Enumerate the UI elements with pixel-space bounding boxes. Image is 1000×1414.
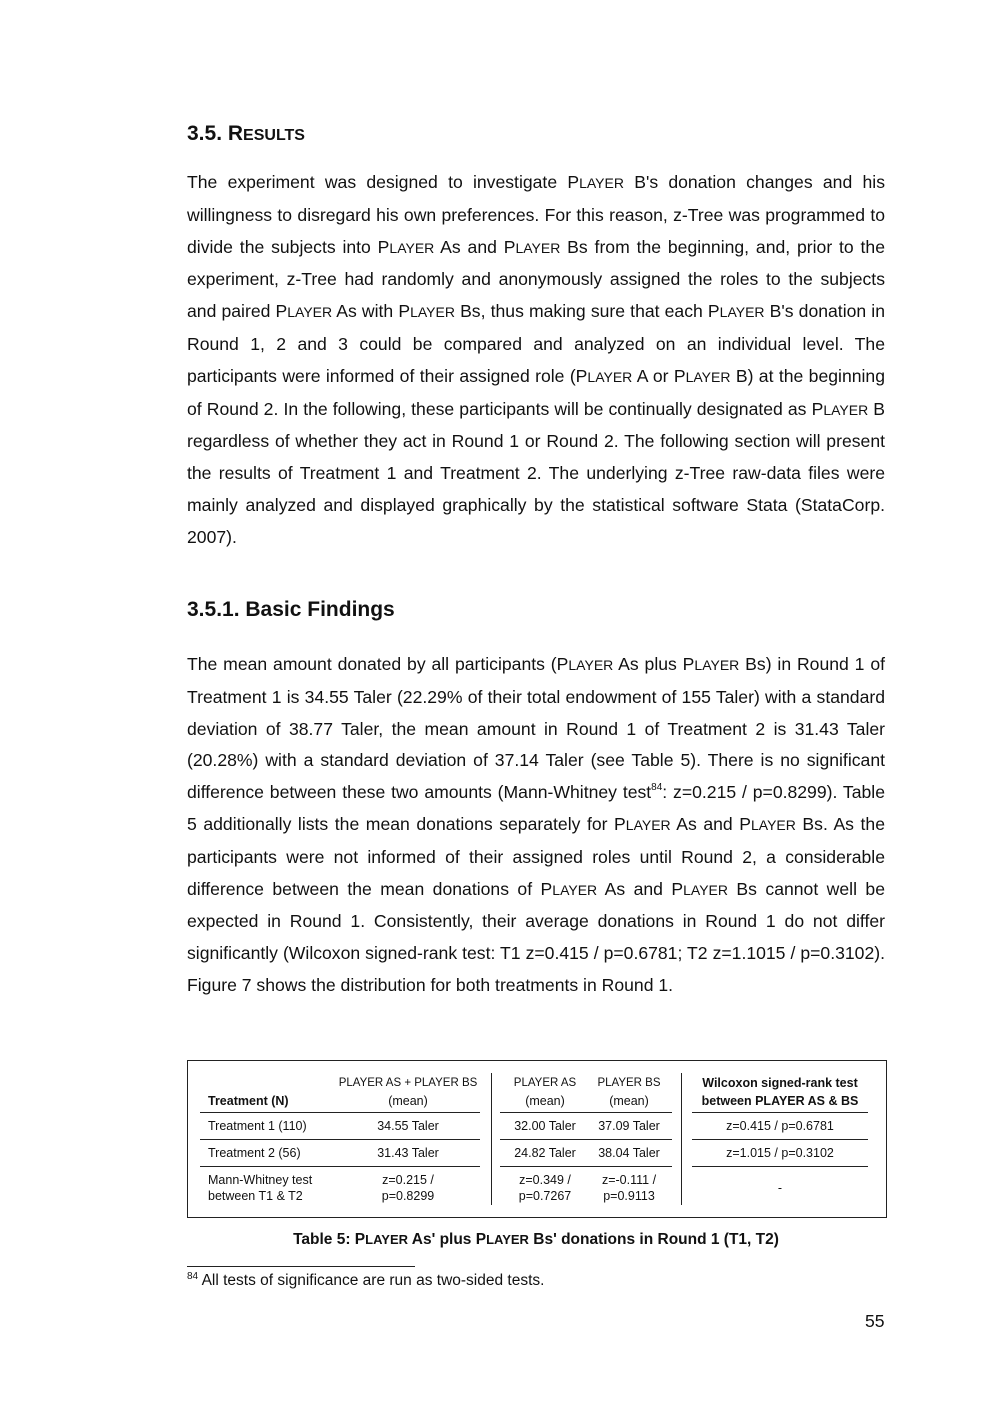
cell-wilcoxon: z=0.415 / p=0.6781 — [726, 1119, 834, 1133]
cell-as-mean: 24.82 Taler — [514, 1146, 576, 1160]
paragraph-basic-findings: The mean amount donated by all participants (PLAYER As plus PLAYER Bs) in Round 1 of Treatment 1 is 34.55 Taler (22.29% of their total endowment of 155 Taler) with a standard deviation of 38.77 Taler, the mean amount in Round 1 of Treatment 2 is 31.43 Taler (20.28%) with a standard deviation of 37.14 Taler (see Table 5). There is no significant difference between these two amounts (Mann-Whitney test$^{84}$: z=0.215 / p=0.8299). Table 5 additionally lists the mean donations separately for PLAYER As and PLAYER Bs. As the participants were not informed of their assigned roles until Round 2, a considerable difference between the mean donations of PLAYER As and PLAYER Bs cannot well be expected in Round 1. Consistently, their average donations in Round 1 do not differ significantly (Wilcoxon signed-rank test: T1 z=0.415 / p=0.6781; T2 z=1.1015 / p=0.3102). Figure 7 shows the distribution for both treatments in Round 1. — [187, 654, 885, 995]
subsection-heading: 3.5.1. Basic Findings — [187, 598, 395, 621]
cell-wilcoxon: z=1.015 / p=0.3102 — [726, 1146, 834, 1160]
header-all-mean: (mean) — [388, 1094, 428, 1108]
header-wilcoxon-between: between PLAYER AS & BS — [701, 1094, 859, 1108]
mw-label-between: between T1 & T2 — [208, 1189, 303, 1203]
header-player-as: PLAYER AS — [513, 1077, 577, 1089]
results-table — [187, 1060, 887, 1218]
header-bs-mean: (mean) — [609, 1094, 649, 1108]
footnote-ref: 84 — [651, 782, 663, 794]
header-player-bs: PLAYER BS — [597, 1077, 661, 1089]
mw-as-p: p=0.7267 — [518, 1189, 572, 1203]
section-heading: 3.5. RESULTS — [187, 122, 305, 145]
header-treatment: Treatment (N) — [208, 1094, 289, 1108]
mw-bs-z: z=-0.111 / — [601, 1173, 657, 1187]
mw-label: Mann-Whitney test — [208, 1173, 313, 1187]
cell-all-mean: 31.43 Taler — [377, 1146, 439, 1160]
cell-bs-mean: 38.04 Taler — [598, 1146, 660, 1160]
paragraph-results: The experiment was designed to investigate PLAYER B's donation changes and his willingness to disregard his own preferences. For this reason, z-Tree was programmed to divide the subjects into PLAYER As and PLAYER Bs from the beginning, and, prior to the experiment, z-Tree had randomly and anonymously assigned the roles to the subjects and paired PLAYER As with PLAYER Bs, thus making sure that each PLAYER B's donation in Round 1, 2 and 3 could be compared and analyzed on an individual level. The participants were informed of their assigned role (PLAYER A or PLAYER B) at the beginning of Round 2. In the following, these participants will be continually designated as PLAYER B regardless of whether they act in Round 1 or Round 2. The following section will present the results of Treatment 1 and Treatment 2. The underlying z-Tree raw-data files were mainly analyzed and displayed graphically by the statistical software Stata (StataCorp. 2007). — [187, 172, 886, 547]
mw-all-z: z=0.215 / — [382, 1173, 434, 1187]
table-caption: Table 5: PLAYER As' plus PLAYER Bs' donations in Round 1 (T1, T2) — [293, 1231, 779, 1248]
header-as-mean: (mean) — [525, 1094, 565, 1108]
row-label: Treatment 1 (110) — [208, 1119, 307, 1133]
cell-bs-mean: 37.09 Taler — [598, 1119, 660, 1133]
mw-wilcoxon: - — [777, 1181, 783, 1195]
footnote-separator — [187, 1266, 415, 1267]
footnote: $^{84}$ All tests of significance are run as two-sided tests. — [187, 1271, 545, 1289]
mw-bs-p: p=0.9113 — [603, 1189, 655, 1203]
cell-all-mean: 34.55 Taler — [377, 1119, 439, 1133]
mw-all-p: p=0.8299 — [381, 1189, 435, 1203]
header-all-players: PLAYER AS + PLAYER BS — [338, 1077, 478, 1089]
page-number: 55 — [865, 1311, 885, 1331]
cell-as-mean: 32.00 Taler — [514, 1119, 576, 1133]
mw-as-z: z=0.349 / — [519, 1173, 571, 1187]
header-wilcoxon: Wilcoxon signed-rank test — [702, 1076, 858, 1090]
row-label: Treatment 2 (56) — [208, 1146, 301, 1160]
